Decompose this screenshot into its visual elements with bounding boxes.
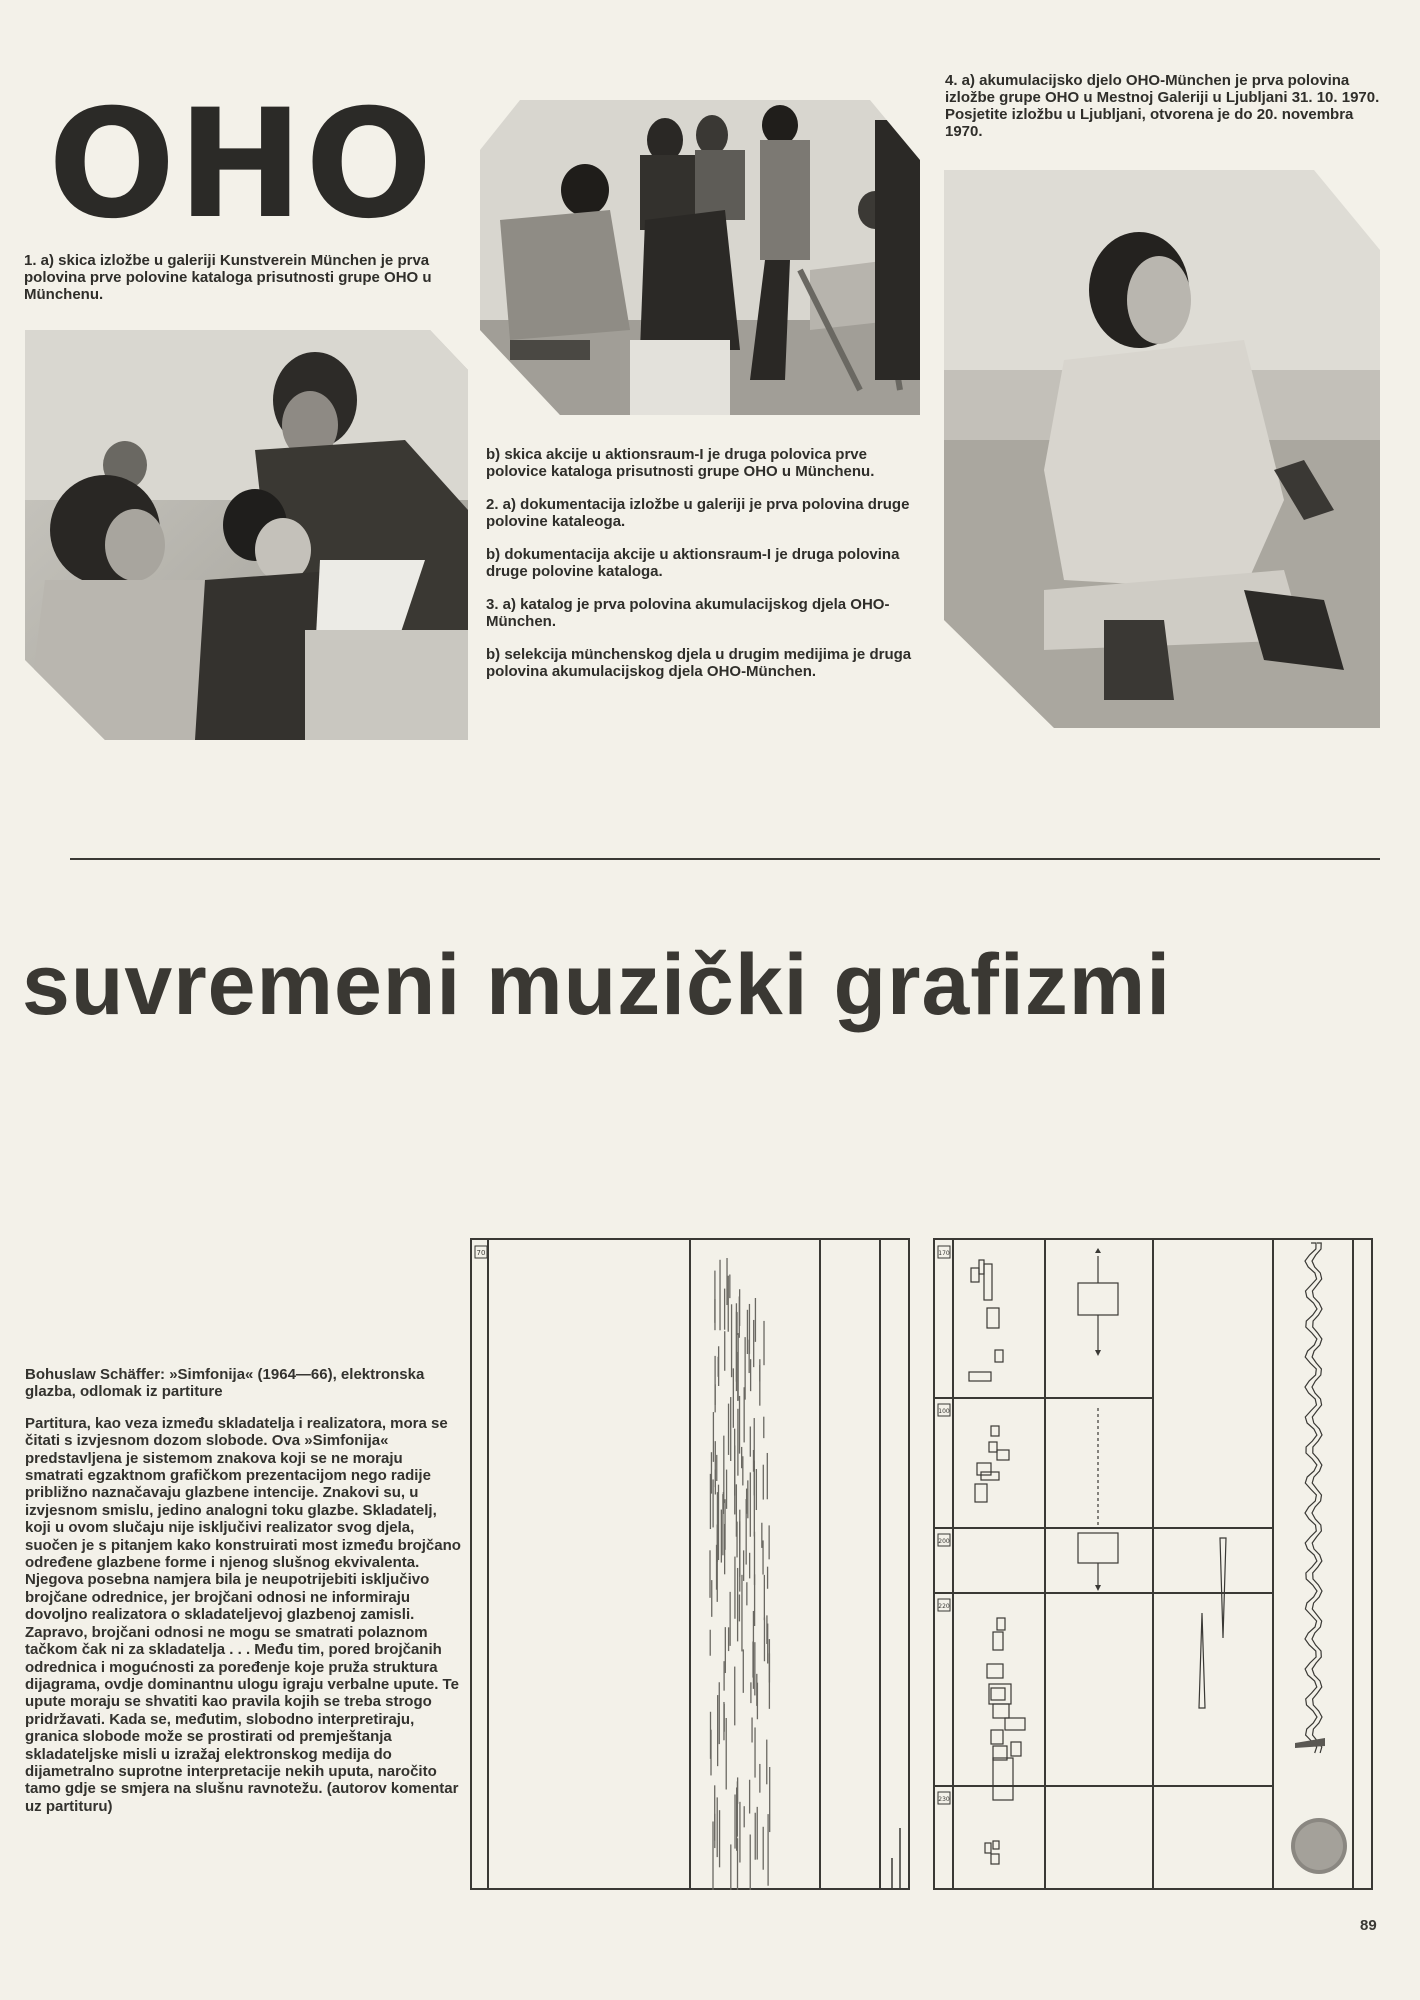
caption-2a: 2. a) dokumentacija izložbe u galeriji je prva polovina druge polovine kataleoga. <box>486 496 910 530</box>
caption-1a-text: 1. a) skica izložbe u galeriji Kunstverein München je prva polovina prve polovine kataloga prisutnosti grupe OHO u Münchenu. <box>24 252 432 303</box>
caption-2b: b) dokumentacija akcije u aktionsraum-I je druga polovina druge polovine kataloga. <box>486 546 900 580</box>
score-label-4: 200 <box>938 1538 950 1545</box>
section-divider <box>70 858 1380 860</box>
article-subtitle: Bohuslaw Schäffer: »Simfonija« (1964—66), elektronska glazba, odlomak iz partiture <box>25 1366 425 1401</box>
caption-1b: b) skica akcije u aktionsraum-I je druga polovica prve polovice kataloga prisutnosti grupe OHO u Münchenu. <box>486 446 875 480</box>
caption-3b: b) selekcija münchenskog djela u drugim medijima je druga polovina akumulacijskog djela OHO-München. <box>486 646 912 680</box>
score-fragment-2 <box>933 1238 1373 1890</box>
article-paragraph: Partitura, kao veza između skladatelja i realizatora, mora se čitati s izvjesnom dozom slobode. Ova »Simfonija« predstavljena je sistemom znakova koji se ne moraju smatrati egzaktnom grafičkom prezentacijom nego radije približno naznačavaju glazbene intencije. Znakovi su, u izvjesnom smislu, jedino analogni toku glazbe. Skladatelj, koji u ovom slučaju nije isključivi realizator svog djela, suočen je s pitanjem kako konstruirati most između brojčano određene glazbene forme i njenog slušnog ekvivalenta. Njegova posebna namjera bila je neupotrijebiti isključivo brojčane odrednice, jer brojčani odnosi ne informiraju dovoljno realizatora o skladateljevoj glazbenoj zamisli. Zapravo, brojčani odnosi ne mogu se smatrati polaznom tačkom čak ni za skladatelja . . . Među tim, pored brojčanih odrednica i mogućnosti za poređenje koje pruža struktura dijagrama, ovdje dominantnu ulogu igraju verbalne upute. Te upute moraju se shvatiti kao pravila kojih se treba strogo pridržavati. Kada se, međutim, slobodno interpretiraju, granica slobode može se prostirati od premještanja skladateljske misli u izražaj elektronskog medija do dijametralno suprotne interpretacije nekih uputa, naročito tamo gdje se smjera na slušnu ravnotežu. (autorov komentar uz partituru) <box>25 1414 461 1815</box>
score-label-3: 100 <box>938 1408 950 1415</box>
score-fragment-1 <box>470 1238 910 1890</box>
photo-crouching-man <box>944 170 1380 728</box>
page-number: 89 <box>1360 1917 1377 1934</box>
caption-3a: 3. a) katalog je prva polovina akumulacijskog djela OHO-München. <box>486 596 890 630</box>
score-label-2: 170 <box>938 1250 950 1257</box>
article-title: suvremeni muzički grafizmi <box>22 937 1172 1033</box>
score-label-5: 220 <box>938 1603 950 1610</box>
oho-logo: OHO <box>48 78 435 252</box>
score-label-6: 230 <box>938 1796 950 1803</box>
article-body <box>25 1366 461 1829</box>
caption-1a <box>24 252 462 319</box>
photo-aktionsraum-group <box>480 100 920 415</box>
photo-gallery-group <box>25 330 468 740</box>
captions-middle <box>486 446 922 696</box>
caption-4a-text: 4. a) akumulacijsko djelo OHO-München je prva polovina izložbe grupe OHO u Mestnoj Galeriji u Ljubljani 31. 10. 1970. Posjetite izložbu u Ljubljani, otvorena je do 20. novembra 1970. <box>945 72 1380 140</box>
score-label-1: 70 <box>476 1249 486 1257</box>
caption-4a <box>945 72 1381 156</box>
